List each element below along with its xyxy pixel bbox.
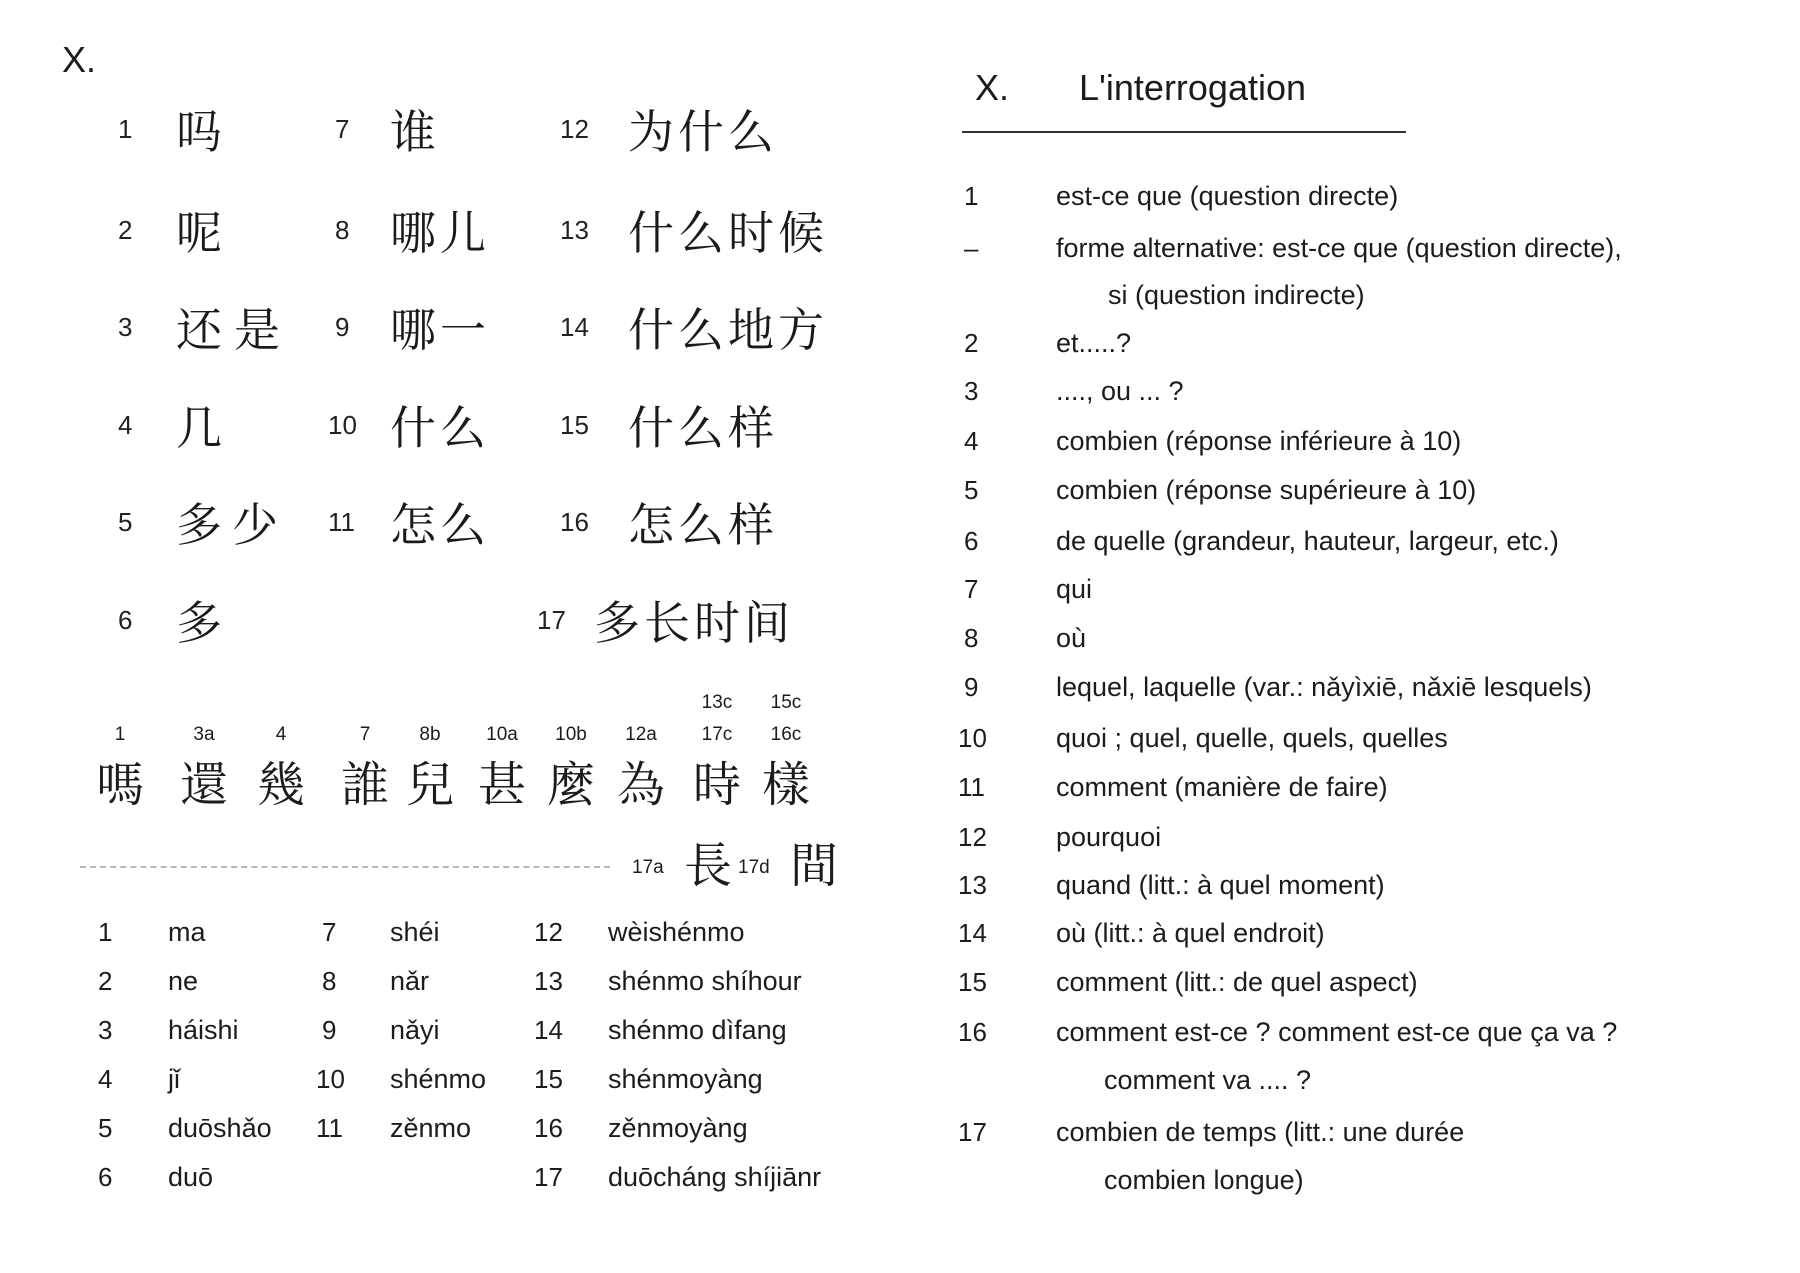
traditional-character: 樣 <box>761 757 810 813</box>
item-characters: 什么地方 <box>628 303 828 357</box>
entry-number: 5 <box>964 475 979 505</box>
traditional-extra-label: 17d <box>738 857 770 878</box>
entry-continuation: comment va .... ? <box>1104 1065 1312 1095</box>
traditional-label: 3a <box>193 724 215 745</box>
item-number: 12 <box>560 113 589 144</box>
traditional-label-top: 15c <box>770 692 802 713</box>
traditional-label: 10b <box>555 724 587 745</box>
simplified-item-16 <box>560 492 778 552</box>
simplified-item-5 <box>118 492 288 552</box>
item-number: 14 <box>560 311 589 342</box>
pinyin-text: shénmo <box>390 1064 487 1094</box>
entry-number: 10 <box>958 723 987 753</box>
entry-text: quand (litt.: à quel moment) <box>1056 870 1385 900</box>
entry-number: 6 <box>964 526 979 556</box>
traditional-item <box>756 692 816 813</box>
entry-number: 3 <box>964 376 979 406</box>
item-number: 10 <box>328 409 357 440</box>
pinyin-number: 14 <box>534 1015 563 1045</box>
entry-text: comment (litt.: de quel aspect) <box>1056 967 1418 997</box>
pinyin-text: ne <box>168 966 199 996</box>
entry-text: qui <box>1056 574 1093 604</box>
item-number: 16 <box>560 506 589 537</box>
item-number: 5 <box>118 506 133 537</box>
entry-text: de quelle (grandeur, hauteur, largeur, etc.) <box>1056 526 1559 556</box>
pinyin-text: duōcháng shíjiānr <box>608 1162 822 1192</box>
item-characters: 哪儿 <box>390 206 490 260</box>
simplified-item-12 <box>560 99 778 159</box>
pinyin-number: 13 <box>534 966 563 996</box>
entry-text: forme alternative: est-ce que (question directe), <box>1056 233 1622 263</box>
pinyin-number: 8 <box>322 966 337 996</box>
dashed-divider <box>80 866 610 868</box>
entry-text: pourquoi <box>1056 822 1162 852</box>
entry-number: 4 <box>964 426 979 456</box>
entry-text: ...., ou ... ? <box>1056 376 1184 406</box>
traditional-item <box>251 725 311 813</box>
entry-text: comment est-ce ? comment est-ce que ça va ? <box>1056 1017 1618 1047</box>
simplified-item-7 <box>335 99 440 159</box>
simplified-item-13 <box>560 200 828 260</box>
item-characters: 多 <box>176 596 226 650</box>
item-number: 2 <box>118 214 133 245</box>
item-characters: 什么样 <box>628 401 778 455</box>
traditional-character: 時 <box>692 757 741 813</box>
pinyin-text: nǎyi <box>390 1015 440 1045</box>
traditional-label: 16c <box>770 724 802 745</box>
entry-number: 13 <box>958 870 987 900</box>
entry-continuation: si (question indirecte) <box>1108 280 1365 310</box>
entry-number: 9 <box>964 672 979 702</box>
entry-number: 17 <box>958 1117 987 1147</box>
entry-text: lequel, laquelle (var.: nǎyìxiē, nǎxiē lesquels) <box>1056 672 1592 702</box>
entry-number: – <box>964 233 979 263</box>
traditional-item <box>335 725 395 813</box>
entry-number: 16 <box>958 1017 987 1047</box>
traditional-label: 8b <box>419 724 441 745</box>
pinyin-text: shénmo shíhour <box>608 966 802 996</box>
entry-text: où (litt.: à quel endroit) <box>1056 918 1325 948</box>
traditional-item <box>400 725 460 813</box>
traditional-character: 嗎 <box>95 757 144 813</box>
pinyin-number: 10 <box>316 1064 345 1094</box>
pinyin-number: 12 <box>534 917 563 947</box>
pinyin-text: nǎr <box>390 966 430 996</box>
entry-number: 12 <box>958 822 987 852</box>
traditional-character: 麼 <box>546 757 595 813</box>
pinyin-number: 5 <box>98 1113 113 1143</box>
entry-number: 14 <box>958 918 987 948</box>
simplified-item-9 <box>335 297 490 357</box>
entry-text: combien (réponse supérieure à 10) <box>1056 475 1477 505</box>
simplified-item-10 <box>328 395 490 455</box>
entry-text: combien (réponse inférieure à 10) <box>1056 426 1462 456</box>
item-number: 4 <box>118 409 133 440</box>
traditional-item <box>611 725 671 813</box>
left-page-heading: X. <box>62 39 97 80</box>
simplified-item-14 <box>560 297 828 357</box>
traditional-label: 4 <box>275 724 287 745</box>
item-number: 9 <box>335 311 350 342</box>
item-characters: 为什么 <box>628 105 778 159</box>
pinyin-number: 17 <box>534 1162 563 1192</box>
item-number: 6 <box>118 604 133 635</box>
traditional-label: 17c <box>701 724 733 745</box>
simplified-item-6 <box>118 590 226 650</box>
pinyin-number: 16 <box>534 1113 563 1143</box>
pinyin-text: ma <box>168 917 206 947</box>
pinyin-text: duōshǎo <box>168 1113 272 1143</box>
traditional-extra-label: 17a <box>632 857 664 878</box>
pinyin-number: 15 <box>534 1064 563 1094</box>
entry-continuation: combien longue) <box>1104 1165 1304 1195</box>
pinyin-text: wèishénmo <box>608 917 745 947</box>
pinyin-text: háishi <box>168 1015 239 1045</box>
traditional-item <box>174 725 234 813</box>
item-characters: 谁 <box>390 105 440 159</box>
item-number: 11 <box>328 506 355 537</box>
simplified-item-8 <box>335 200 490 260</box>
item-number: 3 <box>118 311 133 342</box>
pinyin-text: zěnmoyàng <box>608 1113 748 1143</box>
item-number: 15 <box>560 409 589 440</box>
entry-number: 8 <box>964 623 979 653</box>
item-characters: 什么 <box>390 401 490 455</box>
traditional-label-top: 13c <box>701 692 733 713</box>
traditional-extra-character: 長 <box>684 838 733 894</box>
item-characters: 怎么样 <box>628 498 778 552</box>
heading-underline <box>962 131 1406 133</box>
item-number: 8 <box>335 214 350 245</box>
simplified-item-17 <box>537 590 794 650</box>
traditional-character: 甚 <box>477 757 526 813</box>
entry-text: où <box>1056 623 1087 653</box>
traditional-character: 還 <box>179 757 228 813</box>
traditional-label: 7 <box>359 724 371 745</box>
traditional-item <box>541 725 601 813</box>
pinyin-text: shénmoyàng <box>608 1064 763 1094</box>
simplified-item-2 <box>118 200 226 260</box>
entry-text: est-ce que (question directe) <box>1056 181 1399 211</box>
item-characters: 什么时候 <box>628 206 828 260</box>
item-characters: 怎么 <box>390 498 490 552</box>
simplified-item-11 <box>328 492 490 552</box>
traditional-extra-character: 間 <box>790 838 839 894</box>
entry-text: et.....? <box>1056 328 1132 358</box>
simplified-item-15 <box>560 395 778 455</box>
item-characters: 吗 <box>176 105 226 159</box>
entry-text: comment (manière de faire) <box>1056 772 1388 802</box>
entry-number: 11 <box>958 772 985 802</box>
entry-number: 7 <box>964 574 979 604</box>
traditional-character: 為 <box>616 757 665 813</box>
simplified-item-3 <box>118 297 292 357</box>
traditional-item <box>687 692 747 813</box>
item-characters: 多少 <box>176 498 288 552</box>
item-characters: 哪一 <box>390 303 490 357</box>
entry-number: 15 <box>958 967 987 997</box>
pinyin-number: 2 <box>98 966 113 996</box>
simplified-item-1 <box>118 99 226 159</box>
item-number: 7 <box>335 113 350 144</box>
pinyin-text: shéi <box>390 917 440 947</box>
entry-number: 2 <box>964 328 979 358</box>
traditional-character: 誰 <box>340 757 389 813</box>
item-number: 13 <box>560 214 589 245</box>
right-page-heading-number: X. <box>975 67 1010 108</box>
right-page-heading-title: L'interrogation <box>1079 67 1307 108</box>
entry-text: quoi ; quel, quelle, quels, quelles <box>1056 723 1448 753</box>
pinyin-number: 7 <box>322 917 337 947</box>
pinyin-text: shénmo dìfang <box>608 1015 787 1045</box>
pinyin-text: jǐ <box>168 1064 180 1094</box>
item-number: 17 <box>537 604 566 635</box>
traditional-item <box>472 725 532 813</box>
traditional-character: 幾 <box>256 757 305 813</box>
pinyin-number: 6 <box>98 1162 113 1192</box>
entry-text: combien de temps (litt.: une durée <box>1056 1117 1465 1147</box>
simplified-item-4 <box>118 395 226 455</box>
traditional-item <box>90 725 150 813</box>
item-characters: 还是 <box>176 303 292 357</box>
pinyin-number: 9 <box>322 1015 337 1045</box>
item-number: 1 <box>118 113 133 144</box>
pinyin-number: 3 <box>98 1015 113 1045</box>
pinyin-text: zěnmo <box>390 1113 472 1143</box>
item-characters: 多长时间 <box>594 596 794 650</box>
entry-number: 1 <box>964 181 979 211</box>
pinyin-number: 1 <box>98 917 113 947</box>
pinyin-text: duō <box>168 1162 214 1192</box>
pinyin-number: 11 <box>316 1113 343 1143</box>
pinyin-number: 4 <box>98 1064 113 1094</box>
traditional-label: 10a <box>486 724 518 745</box>
item-characters: 几 <box>176 401 226 455</box>
item-characters: 呢 <box>176 206 226 260</box>
traditional-label: 1 <box>114 724 126 745</box>
traditional-label: 12a <box>625 724 657 745</box>
traditional-character: 兒 <box>405 757 454 813</box>
